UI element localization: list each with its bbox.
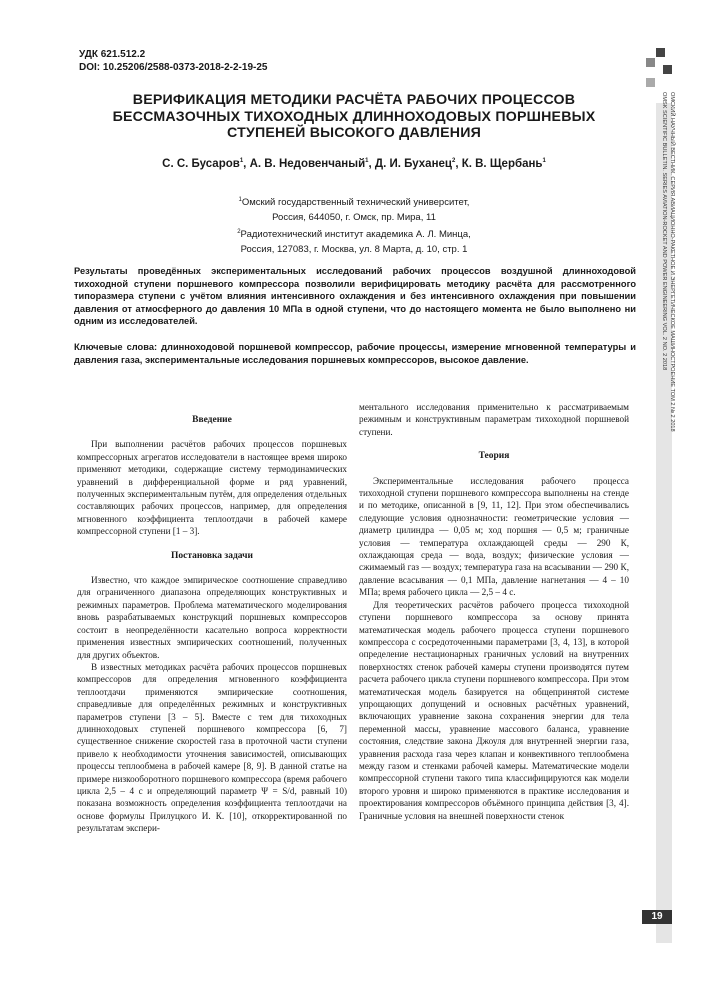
paragraph: Для теоретических расчётов рабочего процесса тихоходной ступени поршневого компрессора за основу принята математическая модель рабочего процесса ступени поршневого компрессора с сосредоточенными параметрами [3, 4, 13], в которой определение нестационарных граничных условий на внутренних поверхностях стенок рабочей камеры ступени производятся путем расчета рабочего цикла ступени поршневого компрессора. При этом математическая модель базируется на общепринятой системе упрощающих допущений и основных расчётных уравнений, включающих уравнение закона сохранения энергии для тела переменной массы, уравнение массового баланса, уравнение состояния, следствие закона Джоуля для внутренней энергии газа, уравнения расхода газа через клапан и конвективного теплообмена между газом и стенками рабочей камеры. Математические модели компрессорной ступени такого типа классифицируются как модели второго уровня и широко применяются в практике исследования и проектирования компрессоров объёмного принципа действия [3, 4]. Граничные условия на внешней поверхности стенок bbox=[359, 599, 629, 821]
decor-square bbox=[656, 48, 665, 57]
paragraph: Известно, что каждое эмпирическое соотношение справедливо для ограниченного диапазона определяющих конструктивных и режимных параметров. Проблема математического моделирования вновь разрабатываемых конструкций поршневых компрессоров состоит в неопределённости касательно вопроса корректности применения известных эмпирических соотношений, полученных для других объектов. bbox=[77, 575, 347, 660]
udk-code: УДК 621.512.2 bbox=[79, 49, 146, 60]
author-affil-mark: 1 bbox=[542, 158, 546, 165]
journal-title-en: OMSK SCIENTIFIC BULLETIN. SERIES AVIATION-ROCKET AND POWER ENGINEERING VOL. 2 NO. 2 2018 bbox=[661, 92, 668, 371]
section-heading-theory: Теория bbox=[478, 451, 510, 462]
author-name: С. С. Бусаров bbox=[162, 158, 240, 170]
journal-title-ru: ОМСКИЙ НАУЧНЫЙ ВЕСТНИК. СЕРИЯ АВИАЦИОННО-РАКЕТНОЕ И ЭНЕРГЕТИЧЕСКОЕ МАШИНОСТРОЕНИЕ ТОМ 2 № 2 2018 bbox=[669, 92, 675, 432]
affiliations bbox=[120, 193, 588, 257]
affiliation-1-line1: $^1$Омский государственный технический университет, bbox=[238, 197, 470, 209]
affiliation-mark: 1 bbox=[238, 197, 242, 203]
affiliation-2-line2: Россия, 127083, г. Москва, ул. 8 Марта, д. 10, стр. 1 bbox=[240, 243, 468, 255]
author-affil-mark: 2 bbox=[451, 158, 456, 165]
right-column bbox=[359, 402, 629, 822]
decor-square bbox=[646, 58, 655, 67]
paragraph: В известных методиках расчёта рабочих процессов поршневых компрессоров для определения мгновенного коэффициента теплоотдачи применяются эмпирические соотношения, справедливые для определённых режимных и конструктивных параметров ступени [3 – 5]. Вместе с тем для тихоходных длинноходовых ступеней поршневого компрессора [6, 7] существенное снижение скоростей газа в проточной части ступени привело к необходимости уточнения зависимостей, описывающих процессы теплообмена в рабочей камере [8, 9]. В данной статье на примере низкооборотного поршневого компрессора (время рабочего цикла 2,5 – 4 с и определяющий параметр Ψ = S/d, равный 10) показана возможность определения коэффициента теплоотдачи на основе формулы Прилуцкого И. К. [10], откорректированной по результатам экспери- bbox=[77, 661, 347, 834]
paragraph: При выполнении расчётов рабочих процессов поршневых компрессорных агрегатов исследователи в настоящее время широко применяют методики, содержащие систему термодинамических уравнений в дифференциальной форме и ряд уравнений, полученных экспериментальным путём, для определения отдельных составляющих рабочих процессов, например, для определения мгновенного коэффициента теплоотдачи в рабочей камере компрессорной ступени [1 – 3]. bbox=[77, 439, 347, 537]
article-header bbox=[79, 48, 267, 74]
article-title: ВЕРИФИКАЦИЯ МЕТОДИКИ РАСЧЁТА РАБОЧИХ ПРОЦЕССОВ БЕССМАЗОЧНЫХ ТИХОХОДНЫХ ДЛИННОХОДОВЫХ ПОРШНЕВЫХ СТУПЕНЕЙ ВЫСОКОГО ДАВЛЕНИЯ bbox=[112, 92, 596, 141]
author-name: Д. И. Буханец bbox=[374, 158, 452, 170]
affiliation-1-line2: Россия, 644050, г. Омск, пр. Мира, 11 bbox=[272, 211, 436, 223]
authors-line: С. С. Бусаров$^1$, А. В. Недовенчаный$^1$, Д. И. Буханец$^2$, К. В. Щербань$^1$ bbox=[162, 158, 546, 170]
section-heading-problem: Постановка задачи bbox=[170, 550, 254, 561]
keywords: Ключевые слова: длинноходовой поршневой компрессор, рабочие процессы, измерение мгновенной температуры и давления газа, экспериментальные исследования поршневых компрессоров, высокое давление. bbox=[74, 342, 636, 365]
affiliation-2-line1: $^2$Радиотехнический институт академика А. Л. Минца, bbox=[237, 229, 471, 241]
paragraph: Экспериментальные исследования рабочего процесса тихоходной ступени поршневого компрессора выполнены на стенде и по методике, описанной в [9, 11, 12]. При этом обеспечивались следующие условия однозначности: геометрические условия — диаметр цилиндра — 0,05 м; ход поршня — 0,5 м; граничные условия — температура охлаждающей среды — 290 К, охлаждающая среда — вода, воздух; физические условия — сжимаемый газ — воздух; температура газа на всасывании — 290 К, давление всасывания — 0,1 МПа, давление нагнетания — 4 – 10 МПа; время рабочего цикла — 2,5 – 4 с. bbox=[359, 475, 629, 598]
decor-square bbox=[646, 78, 655, 87]
paragraph-continued: ментального исследования применительно к рассматриваемым режимным и конструктивным параметрам тихоходной поршневой ступени. bbox=[359, 402, 629, 437]
author-name: А. В. Недовенчаный bbox=[249, 158, 366, 170]
doi-code: DOI: 10.25206/2588-0373-2018-2-2-19-25 bbox=[79, 62, 268, 73]
page-number: 19 bbox=[642, 910, 672, 924]
author-name: К. В. Щербань bbox=[461, 158, 543, 170]
journal-running-title bbox=[651, 92, 675, 432]
left-column bbox=[77, 409, 347, 835]
abstract: Результаты проведённых экспериментальных исследований рабочих процессов воздушной длинноходовой тихоходной ступени поршневого компрессора позволили верифицировать методику расчёта для рассмотренного типоразмера ступени с учётом влияния интенсивного охлаждения и без интенсивного охлаждения при повышении давления от атмосферного до давления 10 МПа в одной ступени, что до настоящего момента не было выполнено ни одним из исследователей. bbox=[74, 266, 636, 326]
author-affil-mark: 1 bbox=[365, 158, 369, 165]
author-affil-mark: 1 bbox=[239, 158, 244, 165]
affiliation-mark: 2 bbox=[237, 229, 241, 236]
decor-square bbox=[663, 65, 672, 74]
section-heading-introduction: Введение bbox=[192, 415, 232, 425]
